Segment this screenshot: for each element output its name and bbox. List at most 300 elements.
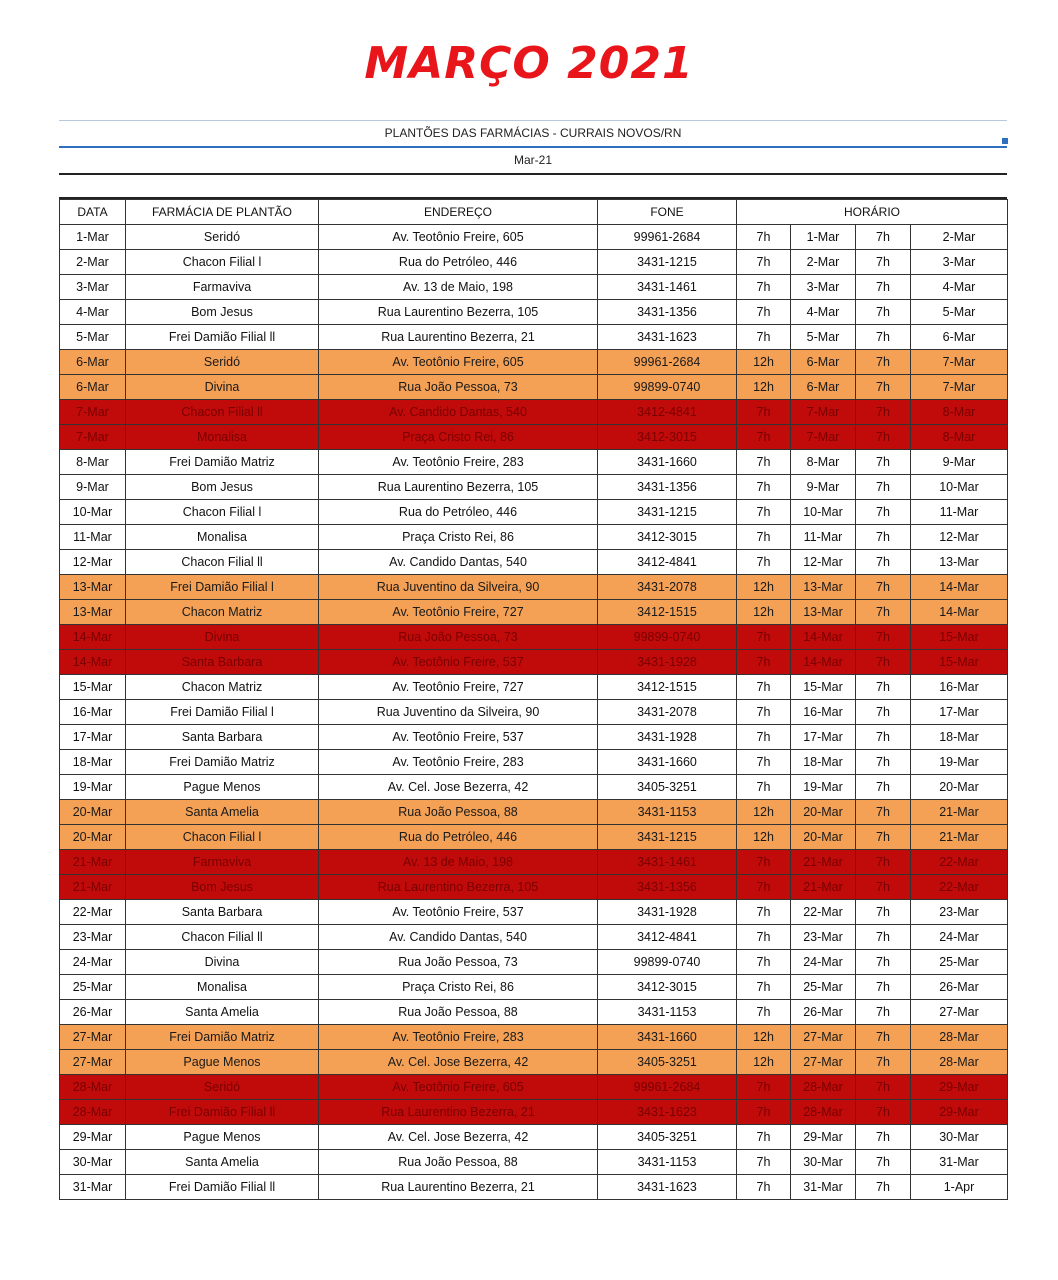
start-date-cell[interactable]: 26-Mar <box>791 1000 856 1025</box>
end-date-cell[interactable]: 17-Mar <box>911 700 1008 725</box>
pharmacy-cell[interactable]: Frei Damião Filial ll <box>126 1175 319 1200</box>
address-cell[interactable]: Av. Cel. Jose Bezerra, 42 <box>319 1050 598 1075</box>
start-time-cell[interactable]: 7h <box>737 650 791 675</box>
phone-cell[interactable]: 3412-3015 <box>598 975 737 1000</box>
end-time-cell[interactable]: 7h <box>856 725 911 750</box>
start-date-cell[interactable]: 17-Mar <box>791 725 856 750</box>
col-header-pharmacy[interactable]: FARMÁCIA DE PLANTÃO <box>126 200 319 225</box>
start-time-cell[interactable]: 12h <box>737 825 791 850</box>
date-cell[interactable]: 28-Mar <box>60 1075 126 1100</box>
end-date-cell[interactable]: 11-Mar <box>911 500 1008 525</box>
start-date-cell[interactable]: 4-Mar <box>791 300 856 325</box>
sheet-month[interactable]: Mar-21 <box>59 146 1007 173</box>
pharmacy-cell[interactable]: Monalisa <box>126 975 319 1000</box>
start-date-cell[interactable]: 3-Mar <box>791 275 856 300</box>
start-date-cell[interactable]: 30-Mar <box>791 1150 856 1175</box>
end-time-cell[interactable]: 7h <box>856 900 911 925</box>
end-time-cell[interactable]: 7h <box>856 675 911 700</box>
phone-cell[interactable]: 3412-4841 <box>598 550 737 575</box>
date-cell[interactable]: 14-Mar <box>60 650 126 675</box>
pharmacy-cell[interactable]: Santa Amelia <box>126 1150 319 1175</box>
start-time-cell[interactable]: 7h <box>737 500 791 525</box>
pharmacy-cell[interactable]: Pague Menos <box>126 775 319 800</box>
spreadsheet[interactable] <box>59 120 1007 1200</box>
end-date-cell[interactable]: 30-Mar <box>911 1125 1008 1150</box>
end-date-cell[interactable]: 22-Mar <box>911 850 1008 875</box>
end-date-cell[interactable]: 21-Mar <box>911 800 1008 825</box>
start-date-cell[interactable]: 16-Mar <box>791 700 856 725</box>
start-date-cell[interactable]: 28-Mar <box>791 1075 856 1100</box>
start-date-cell[interactable]: 5-Mar <box>791 325 856 350</box>
start-date-cell[interactable]: 21-Mar <box>791 850 856 875</box>
start-time-cell[interactable]: 7h <box>737 1175 791 1200</box>
pharmacy-cell[interactable]: Bom Jesus <box>126 475 319 500</box>
end-date-cell[interactable]: 15-Mar <box>911 625 1008 650</box>
phone-cell[interactable]: 3431-1215 <box>598 825 737 850</box>
address-cell[interactable]: Rua João Pessoa, 73 <box>319 625 598 650</box>
end-time-cell[interactable]: 7h <box>856 975 911 1000</box>
pharmacy-cell[interactable]: Divina <box>126 950 319 975</box>
end-time-cell[interactable]: 7h <box>856 550 911 575</box>
phone-cell[interactable]: 99899-0740 <box>598 950 737 975</box>
pharmacy-cell[interactable]: Frei Damião Filial ll <box>126 1100 319 1125</box>
end-date-cell[interactable]: 6-Mar <box>911 325 1008 350</box>
address-cell[interactable]: Rua Laurentino Bezerra, 21 <box>319 325 598 350</box>
phone-cell[interactable]: 3412-1515 <box>598 675 737 700</box>
address-cell[interactable]: Av. Teotônio Freire, 283 <box>319 1025 598 1050</box>
end-date-cell[interactable]: 26-Mar <box>911 975 1008 1000</box>
phone-cell[interactable]: 3431-2078 <box>598 575 737 600</box>
address-cell[interactable]: Rua do Petróleo, 446 <box>319 825 598 850</box>
phone-cell[interactable]: 3431-1356 <box>598 475 737 500</box>
date-cell[interactable]: 7-Mar <box>60 400 126 425</box>
end-time-cell[interactable]: 7h <box>856 225 911 250</box>
end-time-cell[interactable]: 7h <box>856 1025 911 1050</box>
date-cell[interactable]: 28-Mar <box>60 1100 126 1125</box>
phone-cell[interactable]: 3431-1153 <box>598 1150 737 1175</box>
end-date-cell[interactable]: 27-Mar <box>911 1000 1008 1025</box>
start-time-cell[interactable]: 7h <box>737 550 791 575</box>
pharmacy-cell[interactable]: Chacon Filial ll <box>126 400 319 425</box>
start-time-cell[interactable]: 7h <box>737 275 791 300</box>
start-date-cell[interactable]: 10-Mar <box>791 500 856 525</box>
start-time-cell[interactable]: 7h <box>737 950 791 975</box>
address-cell[interactable]: Av. Cel. Jose Bezerra, 42 <box>319 775 598 800</box>
date-cell[interactable]: 1-Mar <box>60 225 126 250</box>
phone-cell[interactable]: 3412-3015 <box>598 525 737 550</box>
pharmacy-cell[interactable]: Seridó <box>126 1075 319 1100</box>
start-time-cell[interactable]: 7h <box>737 925 791 950</box>
start-date-cell[interactable]: 6-Mar <box>791 375 856 400</box>
end-time-cell[interactable]: 7h <box>856 500 911 525</box>
end-date-cell[interactable]: 28-Mar <box>911 1050 1008 1075</box>
start-time-cell[interactable]: 12h <box>737 350 791 375</box>
start-time-cell[interactable]: 7h <box>737 675 791 700</box>
start-time-cell[interactable]: 7h <box>737 1075 791 1100</box>
start-time-cell[interactable]: 7h <box>737 225 791 250</box>
end-time-cell[interactable]: 7h <box>856 575 911 600</box>
start-time-cell[interactable]: 7h <box>737 300 791 325</box>
address-cell[interactable]: Praça Cristo Rei, 86 <box>319 425 598 450</box>
col-header-schedule[interactable]: HORÁRIO <box>737 200 1008 225</box>
address-cell[interactable]: Rua João Pessoa, 88 <box>319 1000 598 1025</box>
address-cell[interactable]: Rua do Petróleo, 446 <box>319 500 598 525</box>
phone-cell[interactable]: 99961-2684 <box>598 225 737 250</box>
phone-cell[interactable]: 3412-1515 <box>598 600 737 625</box>
end-date-cell[interactable]: 7-Mar <box>911 350 1008 375</box>
start-date-cell[interactable]: 21-Mar <box>791 875 856 900</box>
phone-cell[interactable]: 3405-3251 <box>598 775 737 800</box>
start-time-cell[interactable]: 7h <box>737 700 791 725</box>
end-time-cell[interactable]: 7h <box>856 1075 911 1100</box>
phone-cell[interactable]: 3431-1153 <box>598 1000 737 1025</box>
end-date-cell[interactable]: 22-Mar <box>911 875 1008 900</box>
pharmacy-cell[interactable]: Santa Amelia <box>126 1000 319 1025</box>
pharmacy-cell[interactable]: Chacon Filial ll <box>126 550 319 575</box>
end-time-cell[interactable]: 7h <box>856 1000 911 1025</box>
end-time-cell[interactable]: 7h <box>856 600 911 625</box>
phone-cell[interactable]: 3412-4841 <box>598 925 737 950</box>
address-cell[interactable]: Rua Laurentino Bezerra, 105 <box>319 300 598 325</box>
address-cell[interactable]: Rua Juventino da Silveira, 90 <box>319 700 598 725</box>
end-time-cell[interactable]: 7h <box>856 750 911 775</box>
pharmacy-cell[interactable]: Santa Barbara <box>126 900 319 925</box>
start-time-cell[interactable]: 7h <box>737 725 791 750</box>
pharmacy-cell[interactable]: Frei Damião Filial ll <box>126 325 319 350</box>
end-time-cell[interactable]: 7h <box>856 1100 911 1125</box>
phone-cell[interactable]: 3431-1928 <box>598 650 737 675</box>
date-cell[interactable]: 19-Mar <box>60 775 126 800</box>
start-date-cell[interactable]: 6-Mar <box>791 350 856 375</box>
start-time-cell[interactable]: 12h <box>737 600 791 625</box>
phone-cell[interactable]: 3431-1660 <box>598 750 737 775</box>
pharmacy-cell[interactable]: Seridó <box>126 350 319 375</box>
pharmacy-cell[interactable]: Farmaviva <box>126 850 319 875</box>
date-cell[interactable]: 3-Mar <box>60 275 126 300</box>
end-time-cell[interactable]: 7h <box>856 775 911 800</box>
pharmacy-cell[interactable]: Divina <box>126 625 319 650</box>
date-cell[interactable]: 23-Mar <box>60 925 126 950</box>
address-cell[interactable]: Praça Cristo Rei, 86 <box>319 525 598 550</box>
start-time-cell[interactable]: 12h <box>737 1025 791 1050</box>
start-time-cell[interactable]: 7h <box>737 400 791 425</box>
address-cell[interactable]: Rua Juventino da Silveira, 90 <box>319 575 598 600</box>
phone-cell[interactable]: 3431-1660 <box>598 1025 737 1050</box>
date-cell[interactable]: 7-Mar <box>60 425 126 450</box>
date-cell[interactable]: 13-Mar <box>60 575 126 600</box>
date-cell[interactable]: 16-Mar <box>60 700 126 725</box>
date-cell[interactable]: 26-Mar <box>60 1000 126 1025</box>
end-date-cell[interactable]: 29-Mar <box>911 1075 1008 1100</box>
start-time-cell[interactable]: 7h <box>737 475 791 500</box>
address-cell[interactable]: Av. Cel. Jose Bezerra, 42 <box>319 1125 598 1150</box>
phone-cell[interactable]: 3431-1660 <box>598 450 737 475</box>
address-cell[interactable]: Rua João Pessoa, 73 <box>319 950 598 975</box>
start-time-cell[interactable]: 7h <box>737 1150 791 1175</box>
end-time-cell[interactable]: 7h <box>856 1150 911 1175</box>
start-time-cell[interactable]: 7h <box>737 1100 791 1125</box>
date-cell[interactable]: 11-Mar <box>60 525 126 550</box>
end-time-cell[interactable]: 7h <box>856 400 911 425</box>
pharmacy-cell[interactable]: Santa Amelia <box>126 800 319 825</box>
pharmacy-cell[interactable]: Divina <box>126 375 319 400</box>
phone-cell[interactable]: 3412-4841 <box>598 400 737 425</box>
end-time-cell[interactable]: 7h <box>856 825 911 850</box>
start-date-cell[interactable]: 23-Mar <box>791 925 856 950</box>
start-date-cell[interactable]: 13-Mar <box>791 575 856 600</box>
address-cell[interactable]: Praça Cristo Rei, 86 <box>319 975 598 1000</box>
end-time-cell[interactable]: 7h <box>856 950 911 975</box>
pharmacy-cell[interactable]: Frei Damião Matriz <box>126 450 319 475</box>
phone-cell[interactable]: 3431-1215 <box>598 500 737 525</box>
end-time-cell[interactable]: 7h <box>856 1125 911 1150</box>
pharmacy-cell[interactable]: Santa Barbara <box>126 650 319 675</box>
end-time-cell[interactable]: 7h <box>856 1175 911 1200</box>
start-time-cell[interactable]: 12h <box>737 800 791 825</box>
end-date-cell[interactable]: 10-Mar <box>911 475 1008 500</box>
pharmacy-cell[interactable]: Monalisa <box>126 525 319 550</box>
start-time-cell[interactable]: 12h <box>737 575 791 600</box>
start-time-cell[interactable]: 7h <box>737 900 791 925</box>
end-time-cell[interactable]: 7h <box>856 525 911 550</box>
pharmacy-cell[interactable]: Bom Jesus <box>126 300 319 325</box>
address-cell[interactable]: Av. Candido Dantas, 540 <box>319 925 598 950</box>
start-date-cell[interactable]: 27-Mar <box>791 1025 856 1050</box>
phone-cell[interactable]: 3431-1461 <box>598 275 737 300</box>
start-time-cell[interactable]: 7h <box>737 450 791 475</box>
end-date-cell[interactable]: 3-Mar <box>911 250 1008 275</box>
address-cell[interactable]: Av. Teotônio Freire, 605 <box>319 350 598 375</box>
address-cell[interactable]: Rua João Pessoa, 88 <box>319 800 598 825</box>
address-cell[interactable]: Av. Teotônio Freire, 605 <box>319 1075 598 1100</box>
address-cell[interactable]: Av. Candido Dantas, 540 <box>319 400 598 425</box>
address-cell[interactable]: Rua Laurentino Bezerra, 21 <box>319 1175 598 1200</box>
date-cell[interactable]: 20-Mar <box>60 825 126 850</box>
address-cell[interactable]: Av. Teotônio Freire, 537 <box>319 725 598 750</box>
start-date-cell[interactable]: 7-Mar <box>791 425 856 450</box>
end-date-cell[interactable]: 21-Mar <box>911 825 1008 850</box>
start-date-cell[interactable]: 22-Mar <box>791 900 856 925</box>
pharmacy-cell[interactable]: Chacon Filial ll <box>126 925 319 950</box>
col-header-address[interactable]: ENDEREÇO <box>319 200 598 225</box>
end-time-cell[interactable]: 7h <box>856 850 911 875</box>
end-date-cell[interactable]: 14-Mar <box>911 575 1008 600</box>
address-cell[interactable]: Rua do Petróleo, 446 <box>319 250 598 275</box>
end-time-cell[interactable]: 7h <box>856 800 911 825</box>
date-cell[interactable]: 18-Mar <box>60 750 126 775</box>
address-cell[interactable]: Av. Teotônio Freire, 283 <box>319 450 598 475</box>
date-cell[interactable]: 25-Mar <box>60 975 126 1000</box>
date-cell[interactable]: 12-Mar <box>60 550 126 575</box>
date-cell[interactable]: 5-Mar <box>60 325 126 350</box>
date-cell[interactable]: 9-Mar <box>60 475 126 500</box>
start-date-cell[interactable]: 7-Mar <box>791 400 856 425</box>
pharmacy-cell[interactable]: Santa Barbara <box>126 725 319 750</box>
start-date-cell[interactable]: 29-Mar <box>791 1125 856 1150</box>
start-time-cell[interactable]: 7h <box>737 750 791 775</box>
phone-cell[interactable]: 3431-1356 <box>598 875 737 900</box>
start-date-cell[interactable]: 24-Mar <box>791 950 856 975</box>
phone-cell[interactable]: 3431-1461 <box>598 850 737 875</box>
address-cell[interactable]: Av. Teotônio Freire, 727 <box>319 600 598 625</box>
pharmacy-cell[interactable]: Pague Menos <box>126 1050 319 1075</box>
start-time-cell[interactable]: 7h <box>737 850 791 875</box>
pharmacy-cell[interactable]: Pague Menos <box>126 1125 319 1150</box>
pharmacy-cell[interactable]: Frei Damião Filial l <box>126 575 319 600</box>
phone-cell[interactable]: 3405-3251 <box>598 1050 737 1075</box>
phone-cell[interactable]: 3431-1928 <box>598 900 737 925</box>
date-cell[interactable]: 29-Mar <box>60 1125 126 1150</box>
phone-cell[interactable]: 3431-1928 <box>598 725 737 750</box>
end-time-cell[interactable]: 7h <box>856 350 911 375</box>
start-date-cell[interactable]: 1-Mar <box>791 225 856 250</box>
start-date-cell[interactable]: 8-Mar <box>791 450 856 475</box>
date-cell[interactable]: 20-Mar <box>60 800 126 825</box>
start-date-cell[interactable]: 28-Mar <box>791 1100 856 1125</box>
phone-cell[interactable]: 3431-1215 <box>598 250 737 275</box>
address-cell[interactable]: Rua João Pessoa, 88 <box>319 1150 598 1175</box>
start-time-cell[interactable]: 12h <box>737 1050 791 1075</box>
phone-cell[interactable]: 99899-0740 <box>598 625 737 650</box>
start-time-cell[interactable]: 7h <box>737 875 791 900</box>
address-cell[interactable]: Av. 13 de Maio, 198 <box>319 275 598 300</box>
address-cell[interactable]: Av. Teotônio Freire, 537 <box>319 650 598 675</box>
address-cell[interactable]: Rua Laurentino Bezerra, 105 <box>319 875 598 900</box>
end-date-cell[interactable]: 15-Mar <box>911 650 1008 675</box>
date-cell[interactable]: 6-Mar <box>60 350 126 375</box>
end-date-cell[interactable]: 1-Apr <box>911 1175 1008 1200</box>
start-date-cell[interactable]: 2-Mar <box>791 250 856 275</box>
date-cell[interactable]: 31-Mar <box>60 1175 126 1200</box>
col-header-date[interactable]: DATA <box>60 200 126 225</box>
end-date-cell[interactable]: 12-Mar <box>911 525 1008 550</box>
phone-cell[interactable]: 99961-2684 <box>598 1075 737 1100</box>
start-date-cell[interactable]: 13-Mar <box>791 600 856 625</box>
date-cell[interactable]: 13-Mar <box>60 600 126 625</box>
date-cell[interactable]: 6-Mar <box>60 375 126 400</box>
date-cell[interactable]: 2-Mar <box>60 250 126 275</box>
end-date-cell[interactable]: 8-Mar <box>911 400 1008 425</box>
pharmacy-cell[interactable]: Frei Damião Filial l <box>126 700 319 725</box>
start-date-cell[interactable]: 12-Mar <box>791 550 856 575</box>
end-date-cell[interactable]: 5-Mar <box>911 300 1008 325</box>
phone-cell[interactable]: 3431-2078 <box>598 700 737 725</box>
pharmacy-cell[interactable]: Chacon Matriz <box>126 675 319 700</box>
end-time-cell[interactable]: 7h <box>856 650 911 675</box>
phone-cell[interactable]: 3431-1153 <box>598 800 737 825</box>
end-date-cell[interactable]: 28-Mar <box>911 1025 1008 1050</box>
pharmacy-cell[interactable]: Chacon Filial l <box>126 825 319 850</box>
address-cell[interactable]: Av. Teotônio Freire, 283 <box>319 750 598 775</box>
end-time-cell[interactable]: 7h <box>856 1050 911 1075</box>
end-time-cell[interactable]: 7h <box>856 625 911 650</box>
start-date-cell[interactable]: 27-Mar <box>791 1050 856 1075</box>
end-date-cell[interactable]: 20-Mar <box>911 775 1008 800</box>
end-date-cell[interactable]: 18-Mar <box>911 725 1008 750</box>
pharmacy-cell[interactable]: Frei Damião Matriz <box>126 1025 319 1050</box>
date-cell[interactable]: 27-Mar <box>60 1050 126 1075</box>
end-date-cell[interactable]: 14-Mar <box>911 600 1008 625</box>
start-date-cell[interactable]: 20-Mar <box>791 800 856 825</box>
date-cell[interactable]: 4-Mar <box>60 300 126 325</box>
address-cell[interactable]: Av. 13 de Maio, 198 <box>319 850 598 875</box>
phone-cell[interactable]: 3412-3015 <box>598 425 737 450</box>
date-cell[interactable]: 8-Mar <box>60 450 126 475</box>
address-cell[interactable]: Av. Teotônio Freire, 605 <box>319 225 598 250</box>
date-cell[interactable]: 30-Mar <box>60 1150 126 1175</box>
date-cell[interactable]: 22-Mar <box>60 900 126 925</box>
start-date-cell[interactable]: 9-Mar <box>791 475 856 500</box>
phone-cell[interactable]: 99961-2684 <box>598 350 737 375</box>
end-date-cell[interactable]: 7-Mar <box>911 375 1008 400</box>
start-date-cell[interactable]: 14-Mar <box>791 625 856 650</box>
date-cell[interactable]: 10-Mar <box>60 500 126 525</box>
start-date-cell[interactable]: 25-Mar <box>791 975 856 1000</box>
start-time-cell[interactable]: 12h <box>737 375 791 400</box>
phone-cell[interactable]: 3405-3251 <box>598 1125 737 1150</box>
start-time-cell[interactable]: 7h <box>737 975 791 1000</box>
end-time-cell[interactable]: 7h <box>856 450 911 475</box>
pharmacy-cell[interactable]: Chacon Filial l <box>126 500 319 525</box>
start-time-cell[interactable]: 7h <box>737 250 791 275</box>
start-date-cell[interactable]: 19-Mar <box>791 775 856 800</box>
start-date-cell[interactable]: 15-Mar <box>791 675 856 700</box>
pharmacy-cell[interactable]: Bom Jesus <box>126 875 319 900</box>
end-date-cell[interactable]: 8-Mar <box>911 425 1008 450</box>
end-date-cell[interactable]: 24-Mar <box>911 925 1008 950</box>
pharmacy-cell[interactable]: Frei Damião Matriz <box>126 750 319 775</box>
end-date-cell[interactable]: 19-Mar <box>911 750 1008 775</box>
phone-cell[interactable]: 99899-0740 <box>598 375 737 400</box>
start-time-cell[interactable]: 7h <box>737 425 791 450</box>
end-date-cell[interactable]: 31-Mar <box>911 1150 1008 1175</box>
end-date-cell[interactable]: 4-Mar <box>911 275 1008 300</box>
address-cell[interactable]: Rua Laurentino Bezerra, 105 <box>319 475 598 500</box>
phone-cell[interactable]: 3431-1623 <box>598 325 737 350</box>
pharmacy-cell[interactable]: Seridó <box>126 225 319 250</box>
col-header-phone[interactable]: FONE <box>598 200 737 225</box>
end-time-cell[interactable]: 7h <box>856 275 911 300</box>
address-cell[interactable]: Av. Candido Dantas, 540 <box>319 550 598 575</box>
address-cell[interactable]: Av. Teotônio Freire, 727 <box>319 675 598 700</box>
end-time-cell[interactable]: 7h <box>856 325 911 350</box>
date-cell[interactable]: 17-Mar <box>60 725 126 750</box>
end-date-cell[interactable]: 9-Mar <box>911 450 1008 475</box>
start-time-cell[interactable]: 7h <box>737 775 791 800</box>
end-date-cell[interactable]: 16-Mar <box>911 675 1008 700</box>
selection-handle[interactable] <box>1002 138 1008 144</box>
blank-row[interactable] <box>59 173 1007 199</box>
pharmacy-cell[interactable]: Monalisa <box>126 425 319 450</box>
end-time-cell[interactable]: 7h <box>856 375 911 400</box>
start-time-cell[interactable]: 7h <box>737 1000 791 1025</box>
end-time-cell[interactable]: 7h <box>856 425 911 450</box>
start-date-cell[interactable]: 18-Mar <box>791 750 856 775</box>
pharmacy-cell[interactable]: Chacon Matriz <box>126 600 319 625</box>
date-cell[interactable]: 14-Mar <box>60 625 126 650</box>
start-date-cell[interactable]: 11-Mar <box>791 525 856 550</box>
end-time-cell[interactable]: 7h <box>856 875 911 900</box>
pharmacy-cell[interactable]: Chacon Filial l <box>126 250 319 275</box>
start-time-cell[interactable]: 7h <box>737 1125 791 1150</box>
date-cell[interactable]: 15-Mar <box>60 675 126 700</box>
end-date-cell[interactable]: 2-Mar <box>911 225 1008 250</box>
pharmacy-cell[interactable]: Farmaviva <box>126 275 319 300</box>
end-date-cell[interactable]: 13-Mar <box>911 550 1008 575</box>
address-cell[interactable]: Av. Teotônio Freire, 537 <box>319 900 598 925</box>
end-time-cell[interactable]: 7h <box>856 925 911 950</box>
phone-cell[interactable]: 3431-1356 <box>598 300 737 325</box>
